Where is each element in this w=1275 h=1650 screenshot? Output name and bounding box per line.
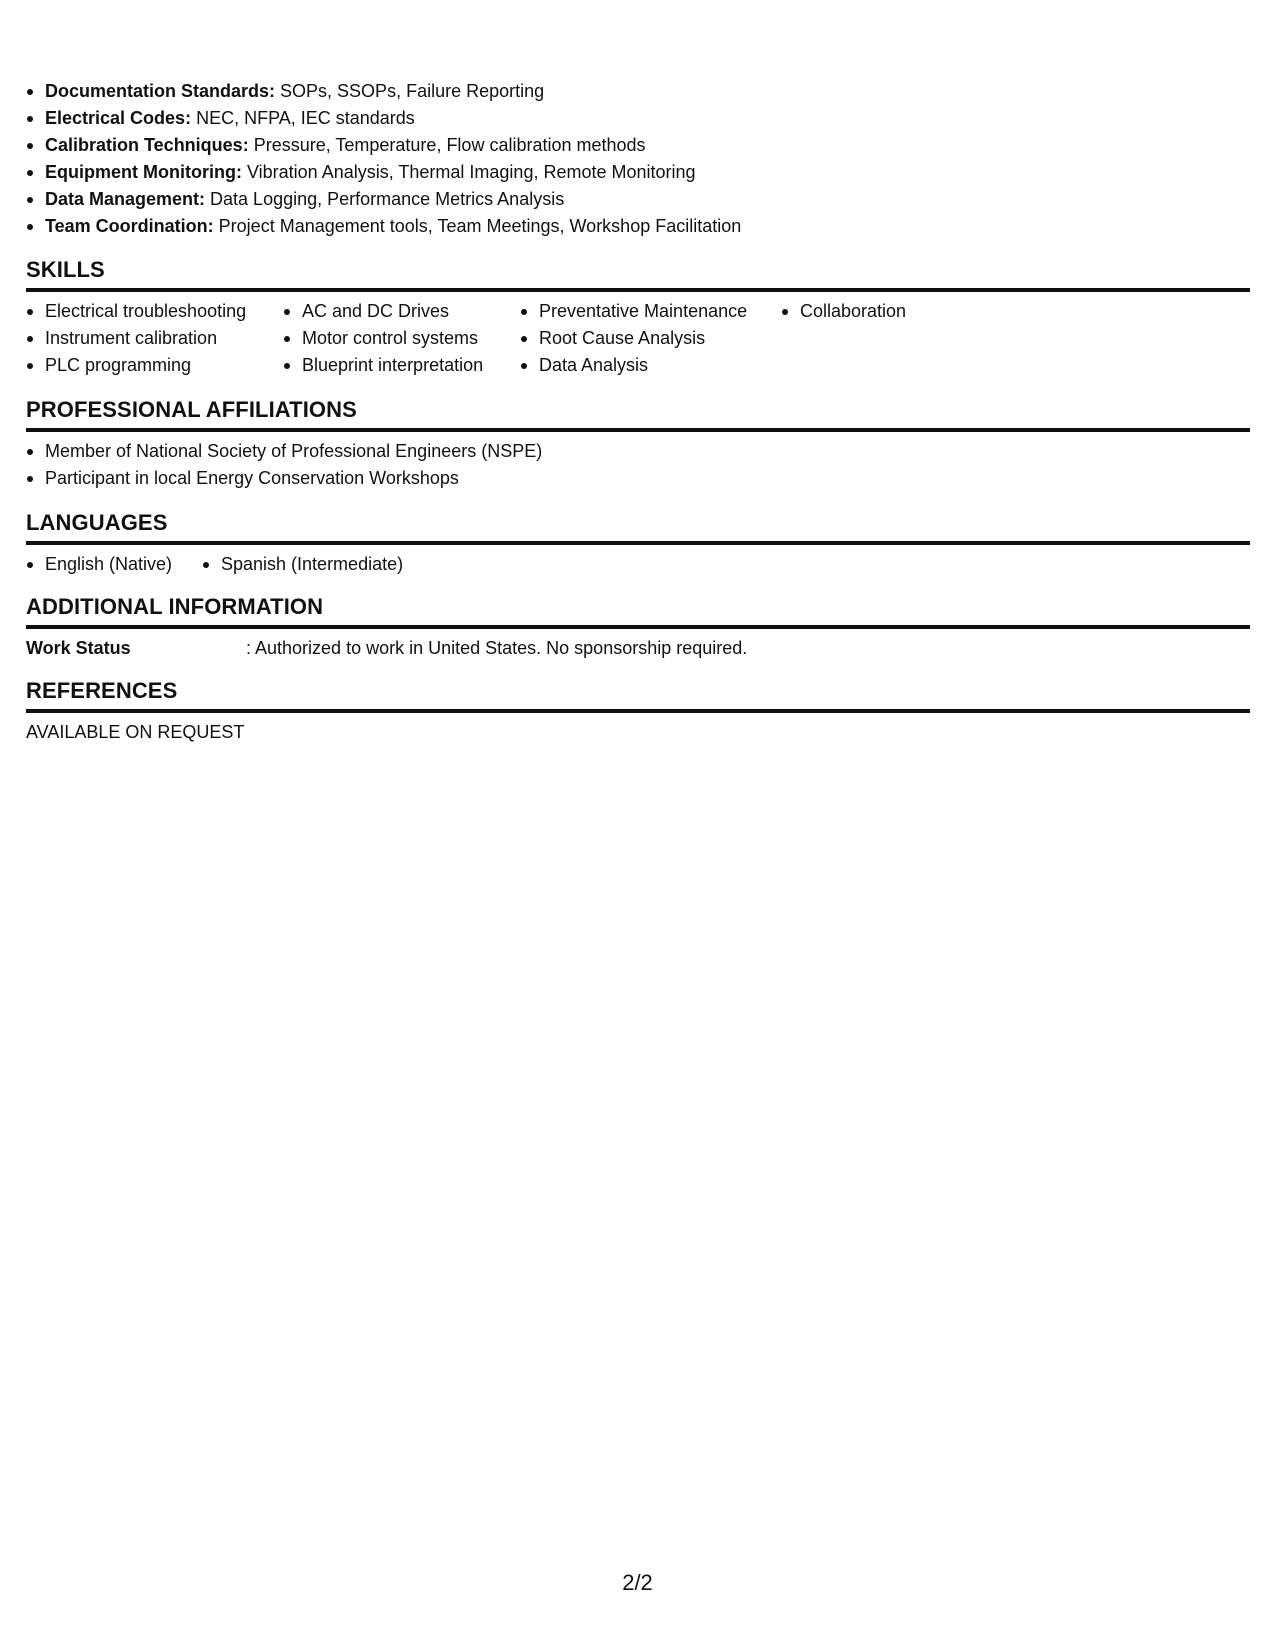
language-item: English (Native): [26, 551, 202, 578]
item-label: Calibration Techniques:: [45, 135, 249, 155]
list-item: [26, 132, 1250, 159]
list-item: [26, 186, 1250, 213]
languages-column: [26, 551, 202, 578]
item-value: SOPs, SSOPs, Failure Reporting: [275, 81, 545, 101]
section-divider: [26, 625, 1250, 629]
skills-column: [781, 298, 981, 379]
item-value: Vibration Analysis, Thermal Imaging, Remote Monitoring: [241, 162, 696, 182]
skill-item: PLC programming: [26, 352, 283, 379]
affiliations-list: [26, 438, 1250, 492]
skill-item: AC and DC Drives: [283, 298, 520, 325]
list-item: [26, 213, 1250, 240]
work-status-label: Work Status: [26, 638, 131, 658]
skills-column: [283, 298, 520, 379]
section-divider: [26, 709, 1250, 713]
list-item: [26, 159, 1250, 186]
additional-info-section: [26, 594, 1250, 662]
skill-item: Data Analysis: [520, 352, 781, 379]
languages-section: [26, 510, 1250, 578]
skills-section: [26, 257, 1250, 379]
list-item: [26, 78, 1250, 105]
skill-item: Preventative Maintenance: [520, 298, 781, 325]
section-heading-languages: LANGUAGES: [26, 510, 168, 535]
section-divider: [26, 428, 1250, 432]
skill-item: Electrical troubleshooting: [26, 298, 283, 325]
item-label: Electrical Codes:: [45, 108, 192, 128]
list-item: [26, 105, 1250, 132]
references-section: [26, 678, 1250, 746]
section-divider: [26, 541, 1250, 545]
page-number: 2/2: [622, 1570, 653, 1595]
item-label: Equipment Monitoring:: [45, 162, 242, 182]
skill-item: Root Cause Analysis: [520, 325, 781, 352]
item-label: Data Management:: [45, 189, 206, 209]
work-status-row: [26, 635, 1250, 662]
language-item: Spanish (Intermediate): [202, 551, 403, 578]
work-status-value: : Authorized to work in United States. No sponsorship required.: [246, 638, 748, 658]
technical-expertise-list: [26, 78, 1250, 240]
skill-item: Motor control systems: [283, 325, 520, 352]
item-label: Documentation Standards:: [45, 81, 276, 101]
languages-row: [26, 551, 1250, 578]
affiliation-item: Member of National Society of Professional Engineers (NSPE): [26, 438, 1250, 465]
skill-item: Instrument calibration: [26, 325, 283, 352]
section-heading-affiliations: PROFESSIONAL AFFILIATIONS: [26, 397, 357, 422]
skills-column: [26, 298, 283, 379]
item-value: NEC, NFPA, IEC standards: [191, 108, 415, 128]
section-heading-additional-info: ADDITIONAL INFORMATION: [26, 594, 324, 619]
item-value: Pressure, Temperature, Flow calibration methods: [248, 135, 646, 155]
skills-column: [520, 298, 781, 379]
item-value: Project Management tools, Team Meetings, Workshop Facilitation: [213, 216, 742, 236]
skills-grid: [26, 298, 1250, 379]
skill-item: Collaboration: [781, 298, 981, 325]
affiliations-section: [26, 397, 1250, 492]
section-divider: [26, 288, 1250, 292]
section-heading-references: REFERENCES: [26, 678, 178, 703]
item-value: Data Logging, Performance Metrics Analysis: [205, 189, 565, 209]
page-content: [26, 78, 1250, 746]
affiliation-item: Participant in local Energy Conservation Workshops: [26, 465, 1250, 492]
skill-item: Blueprint interpretation: [283, 352, 520, 379]
languages-column: [202, 551, 403, 578]
references-text: AVAILABLE ON REQUEST: [26, 722, 245, 742]
item-label: Team Coordination:: [45, 216, 214, 236]
section-heading-skills: SKILLS: [26, 257, 105, 282]
